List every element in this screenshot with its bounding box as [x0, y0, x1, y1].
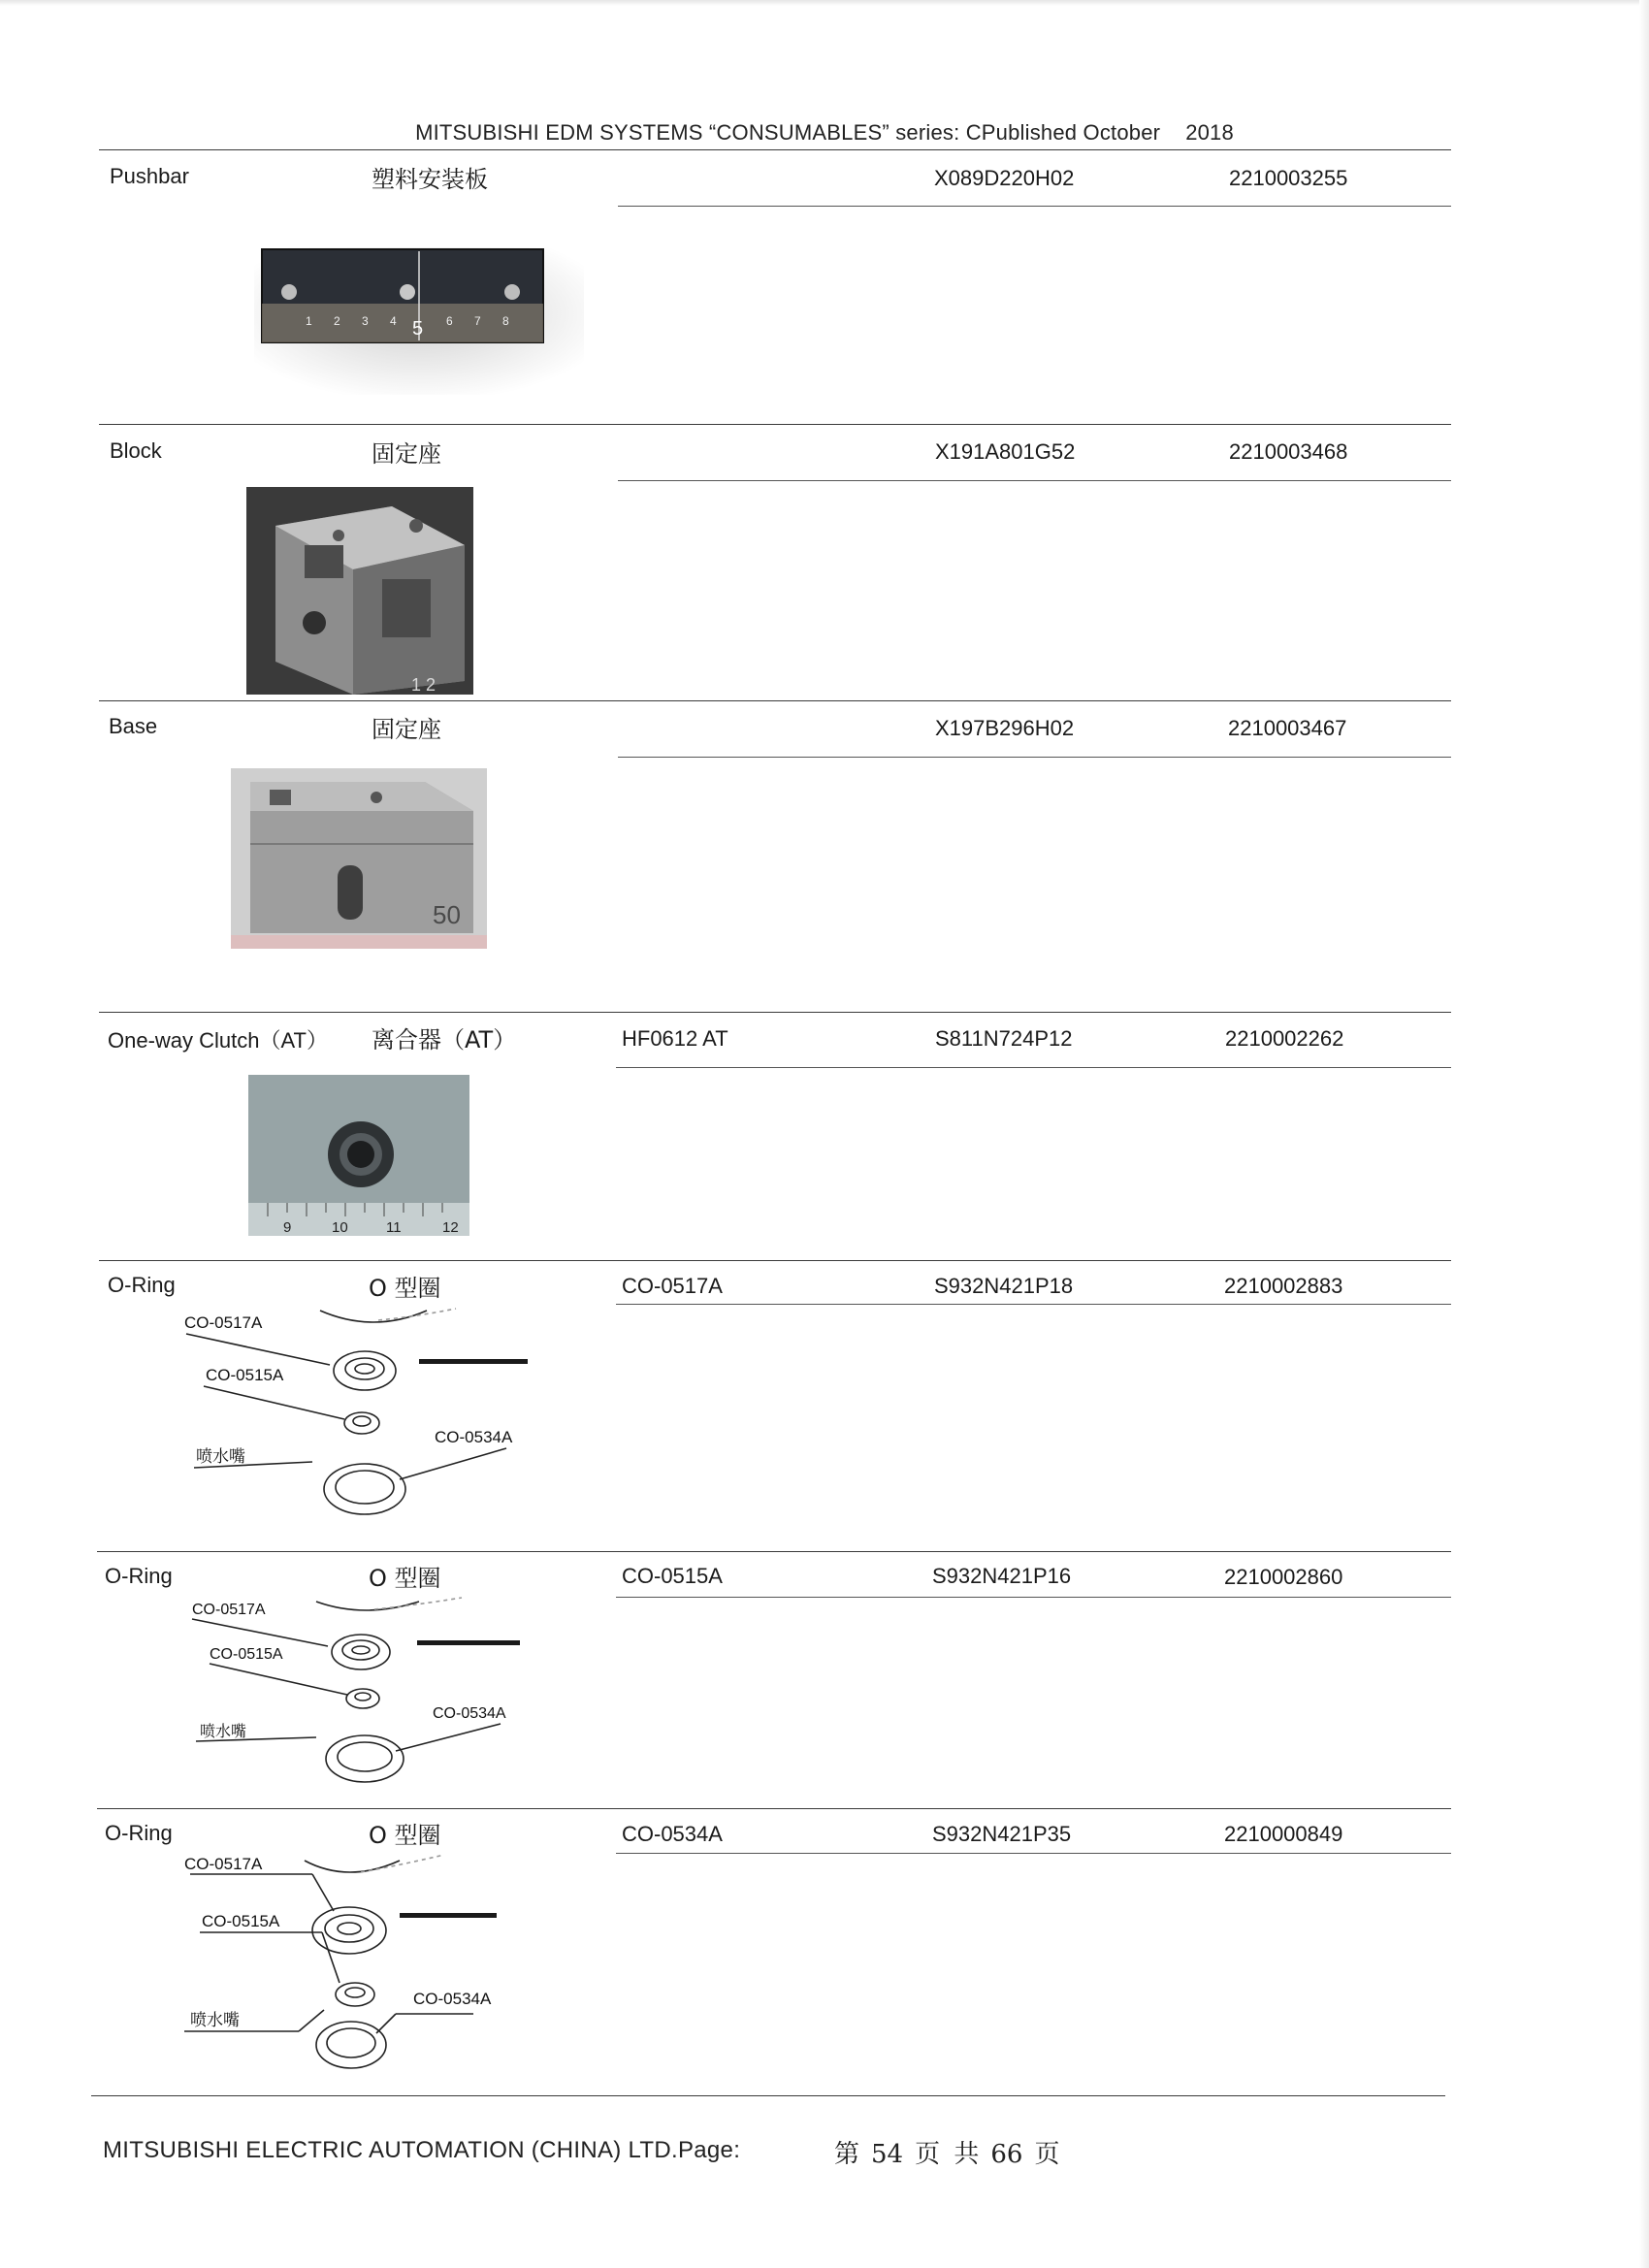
- ruler-mark: 4: [390, 314, 397, 328]
- scan-edge-top: [0, 0, 1649, 6]
- item-name-en: O-Ring: [105, 1821, 173, 1845]
- label-co-0517a: CO-0517A: [192, 1602, 266, 1618]
- label-co-0534a: CO-0534A: [413, 1990, 492, 2008]
- stock-code: 2210003468: [1229, 439, 1348, 464]
- label-co-0534a: CO-0534A: [433, 1705, 506, 1722]
- row-divider: [618, 480, 1451, 481]
- footer-company: MITSUBISHI ELECTRIC AUTOMATION (CHINA) LTD.Page:: [103, 2137, 741, 2163]
- part-number: X089D220H02: [934, 166, 1075, 190]
- page-indicator: [828, 2134, 1065, 2170]
- ruler-mark: 1: [306, 314, 312, 328]
- label-co-0515a: CO-0515A: [202, 1912, 280, 1930]
- stock-code: 2210002860: [1224, 1565, 1343, 1589]
- scan-edge-right: [1639, 0, 1649, 2268]
- label-co-0534a: CO-0534A: [435, 1428, 513, 1446]
- base-illustration: [231, 768, 487, 949]
- page-total: 66: [990, 2140, 1023, 2169]
- part-number: S811N724P12: [935, 1026, 1073, 1051]
- label-nozzle: 喷水嘴: [190, 2011, 240, 2030]
- stock-code: 2210002262: [1225, 1026, 1344, 1051]
- row-divider: [618, 757, 1451, 758]
- row-divider: [618, 206, 1451, 207]
- row-divider: [616, 1853, 1451, 1854]
- maker-number: CO-0515A: [622, 1564, 723, 1588]
- item-name-cn: O 型圈: [369, 1275, 441, 1302]
- part-number: S932N421P16: [932, 1564, 1072, 1588]
- ruler-mark: 2: [334, 314, 340, 328]
- label-nozzle: 喷水嘴: [200, 1722, 247, 1740]
- item-name-en: Base: [109, 714, 158, 738]
- page-prefix: 第: [834, 2140, 860, 2169]
- row-divider: [616, 1067, 1451, 1068]
- stock-code: 2210003467: [1228, 716, 1347, 740]
- label-co-0517a: CO-0517A: [184, 1313, 263, 1332]
- o-ring-diagram: [180, 1596, 539, 1790]
- ruler-big-mark: 5: [412, 318, 424, 340]
- part-number: S932N421P35: [932, 1822, 1072, 1846]
- item-name-cn: 固定座: [372, 716, 441, 743]
- row-divider: [616, 1597, 1451, 1598]
- block-illustration: [246, 487, 473, 695]
- row-separator: [91, 2095, 1445, 2096]
- stock-code: 2210003255: [1229, 166, 1348, 190]
- base-scale-mark: 50: [433, 900, 461, 929]
- page-suffix: 页: [1034, 2140, 1060, 2169]
- item-name-en: O-Ring: [108, 1273, 176, 1297]
- part-number: S932N421P18: [934, 1274, 1074, 1298]
- header-title: MITSUBISHI EDM SYSTEMS “CONSUMABLES” series: CPublished October: [415, 120, 1161, 145]
- row-separator: [97, 1808, 1451, 1809]
- clutch-photo: [248, 1075, 469, 1236]
- item-name-en: One-way Clutch（AT）: [108, 1028, 328, 1053]
- row-separator: [97, 1551, 1451, 1552]
- ruler-mark: 6: [446, 314, 453, 328]
- page-mid: 页 共: [915, 2140, 980, 2169]
- page-number: 54: [871, 2140, 904, 2169]
- ruler-mark: 7: [474, 314, 481, 328]
- row-separator: [99, 1260, 1451, 1261]
- item-name-en: Pushbar: [110, 164, 189, 188]
- label-nozzle: 喷水嘴: [196, 1447, 245, 1467]
- part-number: X197B296H02: [935, 716, 1075, 740]
- row-separator: [99, 424, 1451, 425]
- stock-code: 2210000849: [1224, 1822, 1343, 1846]
- maker-number: HF0612 AT: [622, 1026, 728, 1051]
- item-name-cn: O 型圈: [369, 1822, 441, 1849]
- row-separator: [99, 1012, 1451, 1013]
- clutch-ruler-mark: 12: [442, 1219, 459, 1236]
- label-co-0517a: CO-0517A: [184, 1855, 263, 1873]
- block-scale-mark: 1 2: [411, 675, 436, 695]
- clutch-ruler-mark: 10: [332, 1219, 348, 1236]
- row-divider: [616, 1304, 1451, 1305]
- pushbar-photo: [254, 247, 584, 395]
- label-co-0515a: CO-0515A: [210, 1646, 283, 1663]
- item-name-cn: 离合器（AT）: [372, 1026, 517, 1053]
- o-ring-diagram: [178, 1855, 508, 2078]
- label-co-0515a: CO-0515A: [206, 1366, 284, 1384]
- base-photo: [231, 768, 487, 949]
- ruler-mark: 8: [502, 314, 509, 328]
- clutch-illustration: [248, 1075, 469, 1236]
- header-rule: [99, 149, 1451, 150]
- item-name-cn: 固定座: [372, 440, 441, 468]
- page-header: [0, 120, 1649, 146]
- clutch-ruler-mark: 9: [283, 1219, 292, 1236]
- item-name-cn: 塑料安装板: [372, 166, 488, 193]
- item-name-en: O-Ring: [105, 1564, 173, 1588]
- clutch-ruler-mark: 11: [386, 1219, 402, 1236]
- pushbar-illustration: [254, 247, 584, 395]
- header-year: 2018: [1185, 120, 1234, 145]
- maker-number: CO-0534A: [622, 1822, 723, 1846]
- item-name-cn: O 型圈: [369, 1565, 441, 1592]
- stock-code: 2210002883: [1224, 1274, 1343, 1298]
- block-photo: [246, 487, 473, 695]
- maker-number: CO-0517A: [622, 1274, 723, 1298]
- o-ring-diagram: [175, 1305, 543, 1528]
- item-name-en: Block: [110, 438, 162, 463]
- row-separator: [99, 700, 1451, 701]
- ruler-mark: 3: [362, 314, 369, 328]
- part-number: X191A801G52: [935, 439, 1076, 464]
